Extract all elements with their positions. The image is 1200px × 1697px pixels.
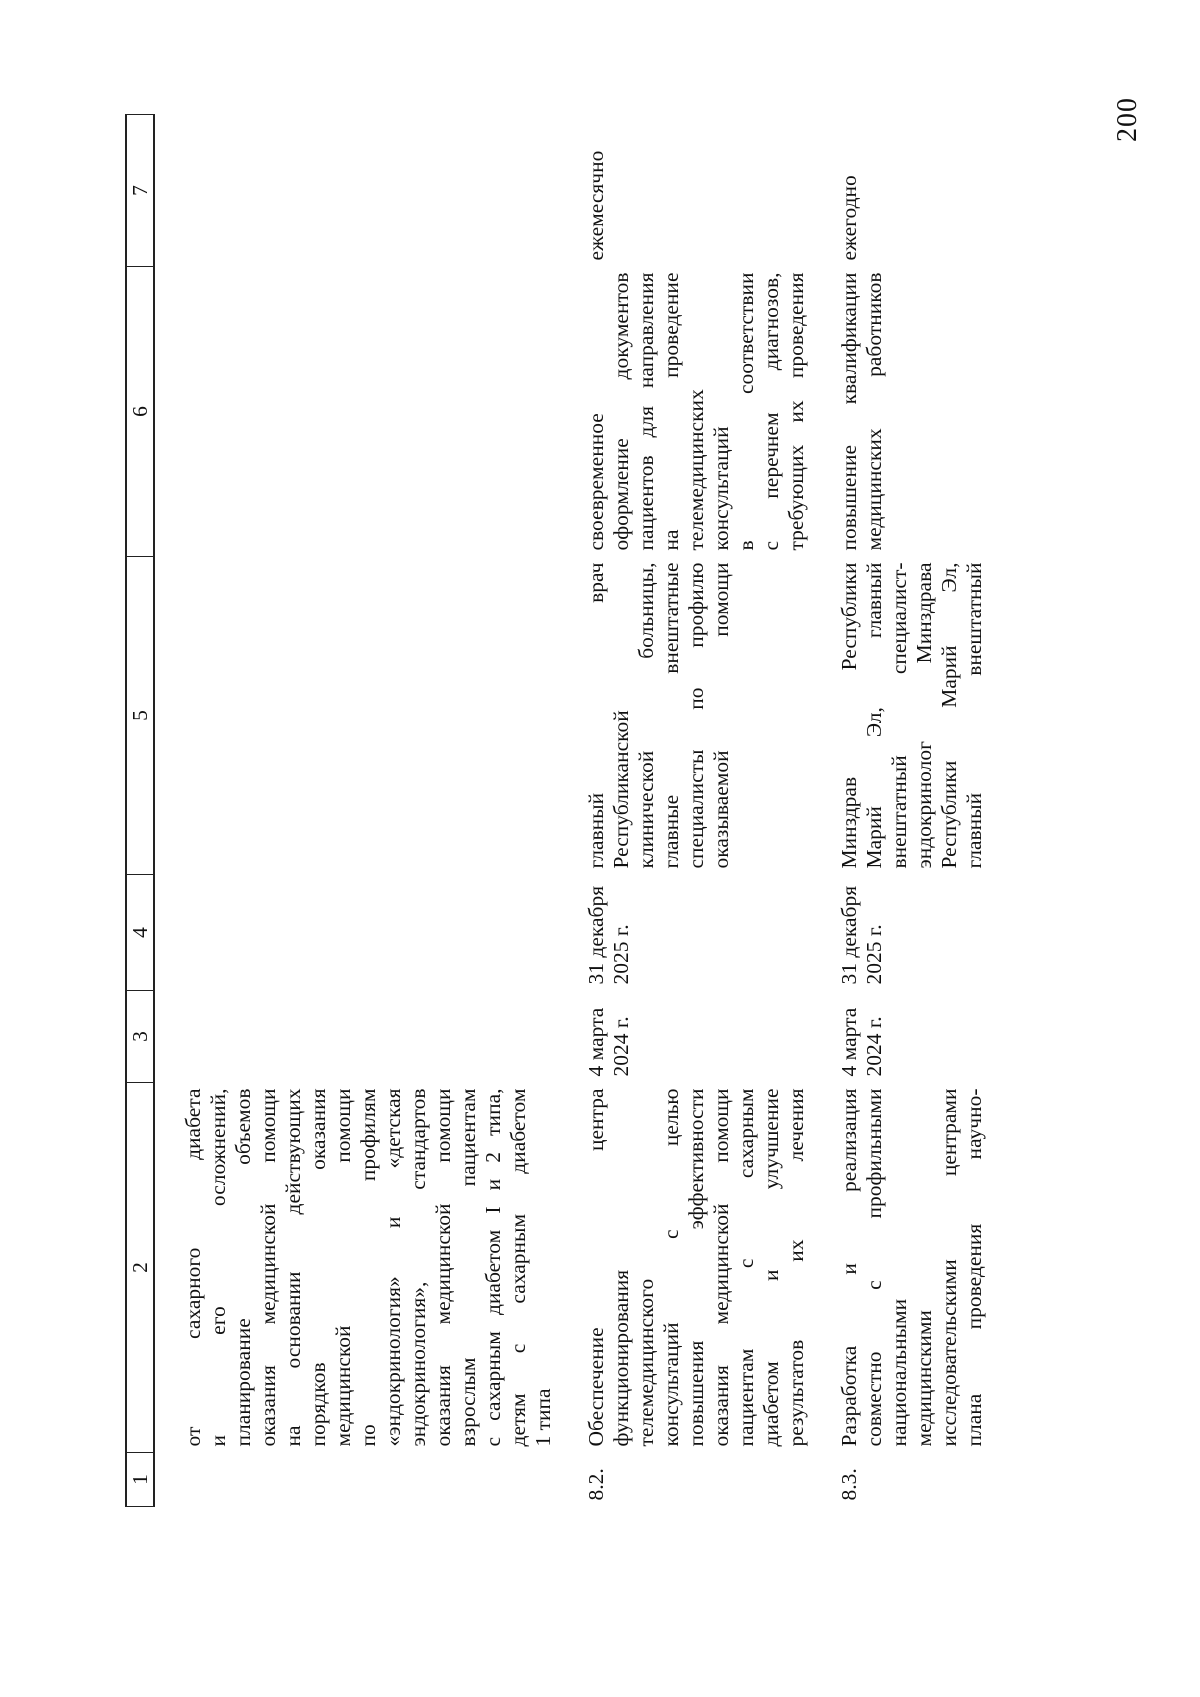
measure-cell bbox=[556, 1083, 809, 1453]
end-date: 31 декабря 2025 г. bbox=[837, 885, 886, 985]
measure-line: от сахарного диабета bbox=[181, 1088, 205, 1447]
measure-line: исследовательскими центрами bbox=[937, 1088, 961, 1447]
item-number: 8.2. bbox=[584, 1468, 608, 1501]
measure-line: порядков оказания bbox=[306, 1088, 330, 1447]
responsible-line: Республиканской bbox=[609, 710, 633, 869]
measure-line: Разработка и реализация bbox=[837, 1088, 861, 1447]
period-cell bbox=[154, 115, 556, 267]
measure-line: планирование объемов bbox=[231, 1088, 255, 1447]
result-cell bbox=[809, 267, 987, 557]
start-date bbox=[154, 991, 556, 1083]
result-line: повышение квалификации bbox=[837, 272, 861, 551]
table-row bbox=[809, 115, 987, 1507]
header-cell: 7 bbox=[126, 115, 154, 267]
measure-line: консультаций с целью bbox=[659, 1088, 683, 1447]
responsible-line: главный врач bbox=[584, 562, 608, 869]
measure-cell bbox=[809, 1083, 987, 1453]
header-cell: 2 bbox=[126, 1083, 154, 1453]
period-cell: ежегодно bbox=[837, 175, 861, 261]
result-line: в соответствии bbox=[734, 272, 758, 551]
responsible-line: оказываемой помощи bbox=[709, 562, 733, 869]
responsible-cell bbox=[556, 557, 809, 875]
header-cell: 3 bbox=[126, 991, 154, 1083]
measure-line: и его осложнений, bbox=[206, 1088, 230, 1447]
measure-line: взрослым пациентам bbox=[456, 1088, 480, 1447]
measure-line: диабетом и улучшение bbox=[759, 1088, 783, 1447]
result-cell bbox=[154, 267, 556, 557]
responsible-line: главный внештатный bbox=[962, 562, 986, 869]
responsible-line: Минздрав Республики bbox=[837, 562, 861, 869]
measure-line: медицинскими bbox=[912, 1310, 936, 1447]
measure-line: Обеспечение центра bbox=[584, 1088, 608, 1447]
measure-line: плана проведения научно- bbox=[962, 1088, 986, 1447]
responsible-line: Республики Марий Эл, bbox=[937, 562, 961, 869]
responsible-line: клинической больницы, bbox=[634, 562, 658, 869]
measure-line: совместно с профильными bbox=[862, 1088, 886, 1447]
measure-line: результатов их лечения bbox=[784, 1088, 808, 1447]
responsible-cell bbox=[809, 557, 987, 875]
measure-line: оказания медицинской помощи bbox=[709, 1088, 733, 1447]
measure-line: телемедицинского bbox=[634, 1278, 658, 1447]
page-number: 200 bbox=[1112, 97, 1143, 142]
measure-line: «эндокринология» и «детская bbox=[381, 1088, 405, 1447]
table-row bbox=[556, 115, 809, 1507]
measure-line: на основании действующих bbox=[281, 1088, 305, 1447]
result-line: телемедицинских bbox=[684, 389, 708, 551]
measure-line: детям с сахарным диабетом bbox=[506, 1088, 530, 1447]
responsible-cell bbox=[154, 557, 556, 875]
result-line: оформление документов bbox=[609, 272, 633, 551]
header-cell: 1 bbox=[126, 1453, 154, 1507]
period-cell: ежемесячно bbox=[584, 150, 608, 261]
action-plan-table bbox=[125, 114, 987, 1507]
measure-line: повышения эффективности bbox=[684, 1088, 708, 1447]
result-line: на проведение bbox=[659, 272, 683, 551]
result-line: требующих их проведения bbox=[784, 272, 808, 551]
measure-line: функционирования bbox=[609, 1269, 633, 1447]
measure-line: национальными bbox=[887, 1298, 911, 1447]
header-cell: 4 bbox=[126, 875, 154, 991]
end-date: 31 декабря 2025 г. bbox=[584, 885, 633, 985]
responsible-line: эндокринолог Минздрава bbox=[912, 562, 936, 869]
measure-cell bbox=[154, 1083, 556, 1453]
start-date: 4 марта 2024 г. bbox=[584, 1007, 633, 1077]
start-date: 4 марта 2024 г. bbox=[837, 1007, 886, 1077]
result-line: с перечнем диагнозов, bbox=[759, 272, 783, 551]
responsible-line: специалисты по профилю bbox=[684, 562, 708, 869]
header-cell: 6 bbox=[126, 267, 154, 557]
measure-line: оказания медицинской помощи bbox=[256, 1088, 280, 1447]
result-line: медицинских работников bbox=[862, 272, 886, 551]
end-date bbox=[154, 875, 556, 991]
header-row bbox=[126, 115, 154, 1507]
responsible-line: главные внештатные bbox=[659, 562, 683, 869]
result-cell bbox=[556, 267, 809, 557]
item-number bbox=[154, 1453, 556, 1507]
item-number: 8.3. bbox=[837, 1468, 861, 1501]
measure-line: с сахарным диабетом I и 2 типа, bbox=[481, 1088, 505, 1447]
table-row bbox=[154, 115, 556, 1507]
result-line: пациентов для направления bbox=[634, 272, 658, 551]
responsible-line: внештатный специалист- bbox=[887, 562, 911, 869]
measure-line: 1 типа bbox=[531, 1388, 555, 1447]
result-line: консультаций bbox=[709, 426, 733, 551]
measure-line: пациентам с сахарным bbox=[734, 1088, 758, 1447]
header-cell: 5 bbox=[126, 557, 154, 875]
responsible-line: Марий Эл, главный bbox=[862, 562, 886, 869]
result-line: своевременное bbox=[584, 413, 608, 551]
measure-line: медицинской помощи bbox=[331, 1088, 355, 1447]
measure-line: оказания медицинской помощи bbox=[431, 1088, 455, 1447]
measure-line: эндокринология», стандартов bbox=[406, 1088, 430, 1447]
measure-line: по профилям bbox=[356, 1088, 380, 1447]
